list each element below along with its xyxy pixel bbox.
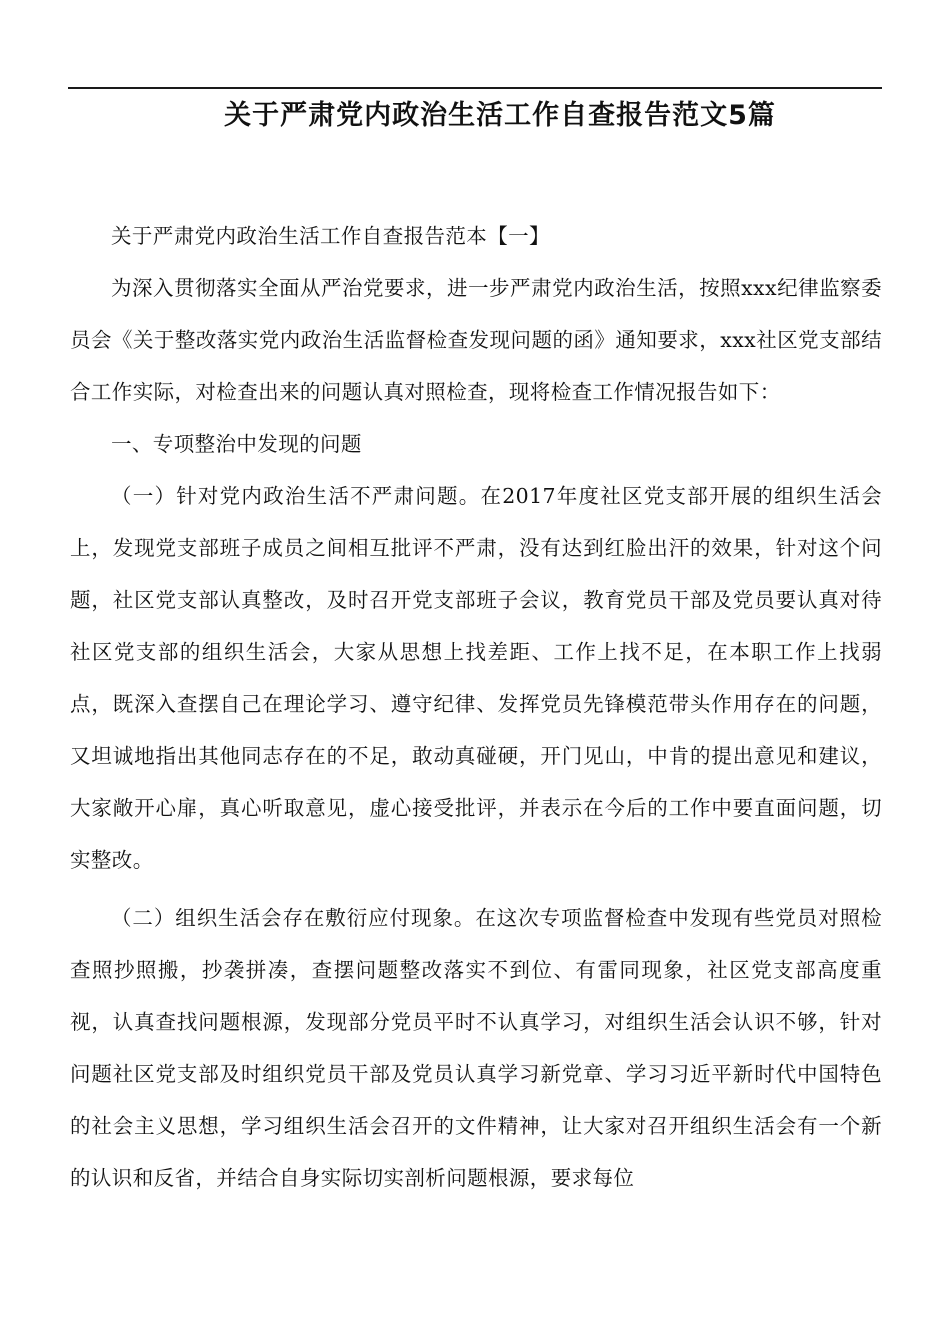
paragraph-issue-two: （二）组织生活会存在敷衍应付现象。在这次专项监督检查中发现有些党员对照检查照抄照搬，抄袭拼凑，查摆问题整改落实不到位、有雷同现象，社区党支部高度重视，认真查找问题根源，发现部分党员平时不认真学习，对组织生活会认识不够，针对问题社区党支部及时组织党员干部及党员认真学习新党章、学习习近平新时代中国特色的社会主义思想，学习组织生活会召开的文件精神，让大家对召开组织生活会有一个新的认识和反省，并结合自身实际切实剖析问题根源，要求每位 bbox=[70, 906, 882, 1190]
intro-paragraph: 为深入贯彻落实全面从严治党要求，进一步严肃党内政治生活，按照xxx纪律监察委员会《关于整改落实党内政治生活监督检查发现问题的函》通知要求，xxx社区党支部结合工作实际，对检查出来的问题认真对照检查，现将检查工作情况报告如下： bbox=[70, 276, 882, 404]
header-rule bbox=[68, 87, 882, 89]
paragraph-issue-one: （一）针对党内政治生活不严肃问题。在2017年度社区党支部开展的组织生活会上，发现党支部班子成员之间相互批评不严肃，没有达到红脸出汗的效果，针对这个问题，社区党支部认真整改，及时召开党支部班子会议，教育党员干部及党员要认真对待社区党支部的组织生活会，大家从思想上找差距、工作上找不足，在本职工作上找弱点，既深入查摆自己在理论学习、遵守纪律、发挥党员先锋模范带头作用存在的问题，又坦诚地指出其他同志存在的不足，敢动真碰硬，开门见山，中肯的提出意见和建议，大家敞开心扉，真心听取意见，虚心接受批评，并表示在今后的工作中要直面问题，切实整改。 bbox=[70, 484, 882, 872]
subheading-problems: 一、专项整治中发现的问题 bbox=[111, 432, 362, 456]
document-title: 关于严肃党内政治生活工作自查报告范文5篇 bbox=[224, 100, 776, 131]
section-heading-one: 关于严肃党内政治生活工作自查报告范本【一】 bbox=[111, 224, 550, 248]
document-body bbox=[70, 210, 882, 1204]
